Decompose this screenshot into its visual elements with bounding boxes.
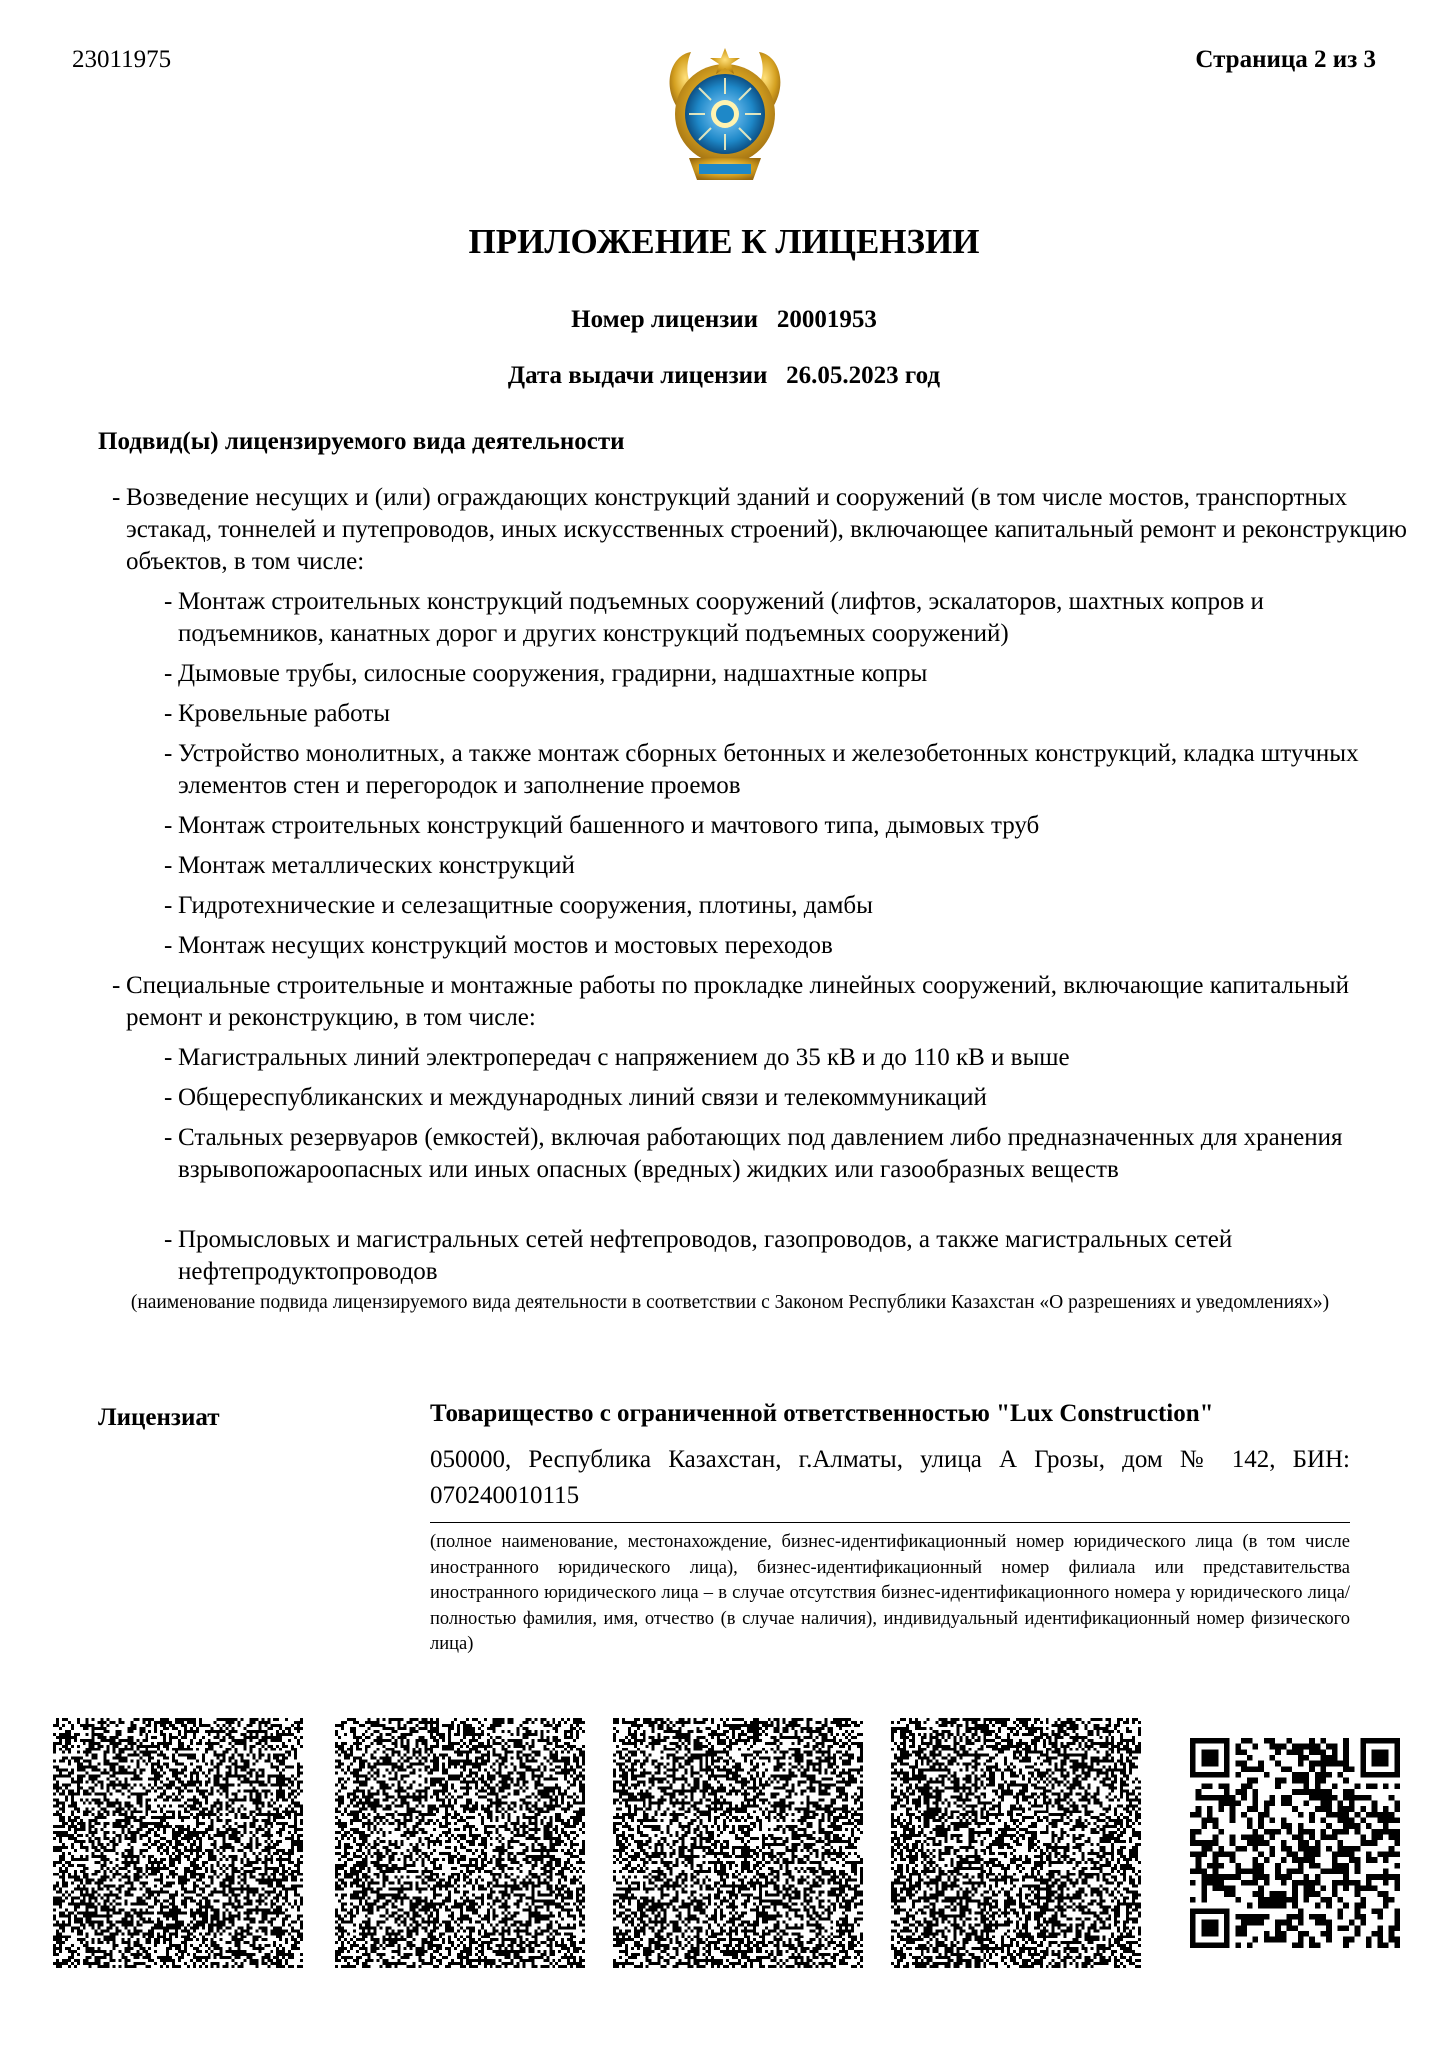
list-item: - Промысловых и магистральных сетей нефтепроводов, газопроводов, а также магистральных сетей нефтепродуктопроводов [164,1226,1233,1285]
document-id: 23011975 [72,46,172,73]
list-item: - Кровельные работы [164,700,391,727]
list-item: - Дымовые трубы, силосные сооружения, градирни, надшахтные копры [164,660,928,687]
licensee-name: Товарищество с ограниченной ответственностью "Lux Construction" [430,1400,1214,1427]
qr-code [52,1718,304,1968]
qr-code [612,1718,864,1968]
list-item: - Гидротехнические и селезащитные сооружения, плотины, дамбы [164,892,873,919]
licensee-note: (полное наименование, местонахождение, бизнес-идентификационный номер юридического лица (в том числе иностранного юридического лица), бизнес-идентификационный номер филиала или представительства иностранного юридического лица – в случае отсутствия бизнес-идентификационного номера у юридического лица/полностью фамилия, имя, отчество (в случае наличия), индивидуальный идентификационный номер физического лица) [430,1532,1350,1654]
list-item: - Специальные строительные и монтажные работы по прокладке линейных сооружений, включающие капитальный ремонт и реконструкцию, в том числе: [112,972,1349,1031]
state-emblem-icon [661,40,789,196]
list-item: - Возведение несущих и (или) ограждающих конструкций зданий и сооружений (в том числе мостов, транспортных эстакад, тоннелей и путепроводов, иных искусственных строений), включающее капитальный ремонт и реконструкцию объектов, в том числе: [112,484,1407,575]
list-item: - Устройство монолитных, а также монтаж сборных бетонных и железобетонных конструкций, кладка штучных элементов стен и перегородок и заполнение проемов [164,740,1359,799]
qr-code [890,1718,1142,1968]
licensee-address: 050000, Республика Казахстан, г.Алматы, улица А Грозы, дом № 142, БИН: 070240010115 [430,1446,1350,1509]
qr-code [1190,1738,1400,1948]
license-number: Номер лицензии 20001953 [571,306,877,333]
activity-subtypes-note: (наименование подвида лицензируемого вида деятельности в соответствии с Законом Республики Казахстан «О разрешениях и уведомлениях») [130,1292,1330,1313]
licensee-label: Лицензиат [98,1404,220,1431]
list-item: - Монтаж несущих конструкций мостов и мостовых переходов [164,932,833,959]
activity-subtypes-heading: Подвид(ы) лицензируемого вида деятельности [98,428,625,455]
list-item: - Монтаж металлических конструкций [164,852,575,879]
licensee-divider [430,1522,1350,1523]
list-item: - Монтаж строительных конструкций башенного и мачтового типа, дымовых труб [164,812,1040,839]
activity-subtypes-list [112,482,1412,1296]
qr-code [334,1718,586,1968]
list-item: - Общереспубликанских и международных линий связи и телекоммуникаций [164,1084,987,1111]
page-title: ПРИЛОЖЕНИЕ К ЛИЦЕНЗИИ [468,222,980,261]
page-number: Страница 2 из 3 [1195,46,1376,73]
license-issue-date: Дата выдачи лицензии 26.05.2023 год [507,362,941,389]
list-item: - Стальных резервуаров (емкостей), включая работающих под давлением либо предназначенных для хранения взрывопожароопасных или иных опасных (вредных) жидких или газообразных веществ [164,1124,1343,1183]
list-item: - Магистральных линий электропередач с напряжением до 35 кВ и до 110 кВ и выше [164,1044,1070,1071]
list-item: - Монтаж строительных конструкций подъемных сооружений (лифтов, эскалаторов, шахтных копров и подъемников, канатных дорог и других конструкций подъемных сооружений) [164,588,1264,647]
